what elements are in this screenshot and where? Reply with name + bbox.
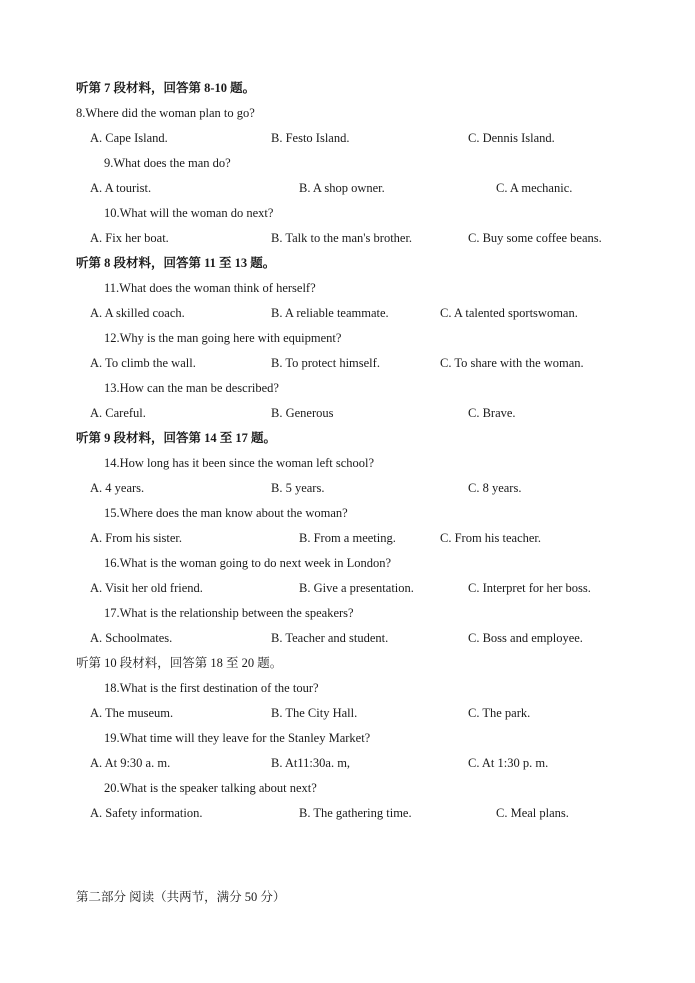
- option-a: A. A tourist.: [90, 181, 152, 195]
- question: 18.What is the first destination of the tour?: [104, 681, 319, 695]
- option-a: A. Fix her boat.: [90, 231, 169, 245]
- option-b: B. At11:30a. m,: [271, 756, 351, 770]
- option-b: B. A shop owner.: [299, 181, 385, 195]
- section-header: 听第 7 段材料，回答第 8-10 题。: [76, 81, 256, 95]
- question: 20.What is the speaker talking about next?: [104, 781, 317, 795]
- option-c: C. The park.: [468, 706, 531, 720]
- question: 8.Where did the woman plan to go?: [76, 106, 255, 120]
- option-a: A. Careful.: [90, 406, 146, 420]
- option-a: A. Visit her old friend.: [90, 581, 203, 595]
- option-b: B. 5 years.: [271, 481, 325, 495]
- option-a: A. Schoolmates.: [90, 631, 173, 645]
- option-b: B. Give a presentation.: [299, 581, 414, 595]
- option-c: C. From his teacher.: [440, 531, 542, 545]
- question: 12.Why is the man going here with equipment?: [104, 331, 342, 345]
- option-c: C. To share with the woman.: [440, 356, 584, 370]
- option-b: B. Generous: [271, 406, 334, 420]
- part-two-heading: 第二部分 阅读（共两节，满分 50 分）: [76, 890, 286, 904]
- question: 13.How can the man be described?: [104, 381, 279, 395]
- option-a: A. The museum.: [90, 706, 174, 720]
- option-c: C. Interpret for her boss.: [468, 581, 591, 595]
- question: 19.What time will they leave for the Stanley Market?: [104, 731, 371, 745]
- question: 14.How long has it been since the woman left school?: [104, 456, 375, 470]
- option-c: C. Boss and employee.: [468, 631, 583, 645]
- section-header: 听第 10 段材料，回答第 18 至 20 题。: [76, 656, 283, 670]
- option-c: C. At 1:30 p. m.: [468, 756, 549, 770]
- option-b: B. Festo Island.: [271, 131, 350, 145]
- option-c: C. Meal plans.: [496, 806, 569, 820]
- option-a: A. 4 years.: [90, 481, 145, 495]
- option-b: B. A reliable teammate.: [271, 306, 389, 320]
- option-b: B. Teacher and student.: [271, 631, 389, 645]
- option-c: C. A talented sportswoman.: [440, 306, 578, 320]
- option-a: A. A skilled coach.: [90, 306, 185, 320]
- section-header: 听第 8 段材料，回答第 11 至 13 题。: [76, 256, 276, 270]
- option-a: A. To climb the wall.: [90, 356, 196, 370]
- option-c: C. Brave.: [468, 406, 516, 420]
- question: 17.What is the relationship between the speakers?: [104, 606, 354, 620]
- question: 15.Where does the man know about the woman?: [104, 506, 348, 520]
- option-b: B. From a meeting.: [299, 531, 396, 545]
- section-header: 听第 9 段材料，回答第 14 至 17 题。: [76, 431, 277, 445]
- question: 10.What will the woman do next?: [104, 206, 274, 220]
- option-a: A. From his sister.: [90, 531, 183, 545]
- option-a: A. At 9:30 a. m.: [90, 756, 171, 770]
- option-c: C. Buy some coffee beans.: [468, 231, 602, 245]
- option-a: A. Cape Island.: [90, 131, 168, 145]
- option-c: C. A mechanic.: [496, 181, 573, 195]
- option-b: B. The City Hall.: [271, 706, 358, 720]
- option-b: B. The gathering time.: [299, 806, 412, 820]
- option-c: C. 8 years.: [468, 481, 522, 495]
- option-a: A. Safety information.: [90, 806, 203, 820]
- option-c: C. Dennis Island.: [468, 131, 555, 145]
- question: 16.What is the woman going to do next week in London?: [104, 556, 392, 570]
- option-b: B. Talk to the man's brother.: [271, 231, 413, 245]
- question: 9.What does the man do?: [104, 156, 231, 170]
- option-b: B. To protect himself.: [271, 356, 380, 370]
- question: 11.What does the woman think of herself?: [104, 281, 316, 295]
